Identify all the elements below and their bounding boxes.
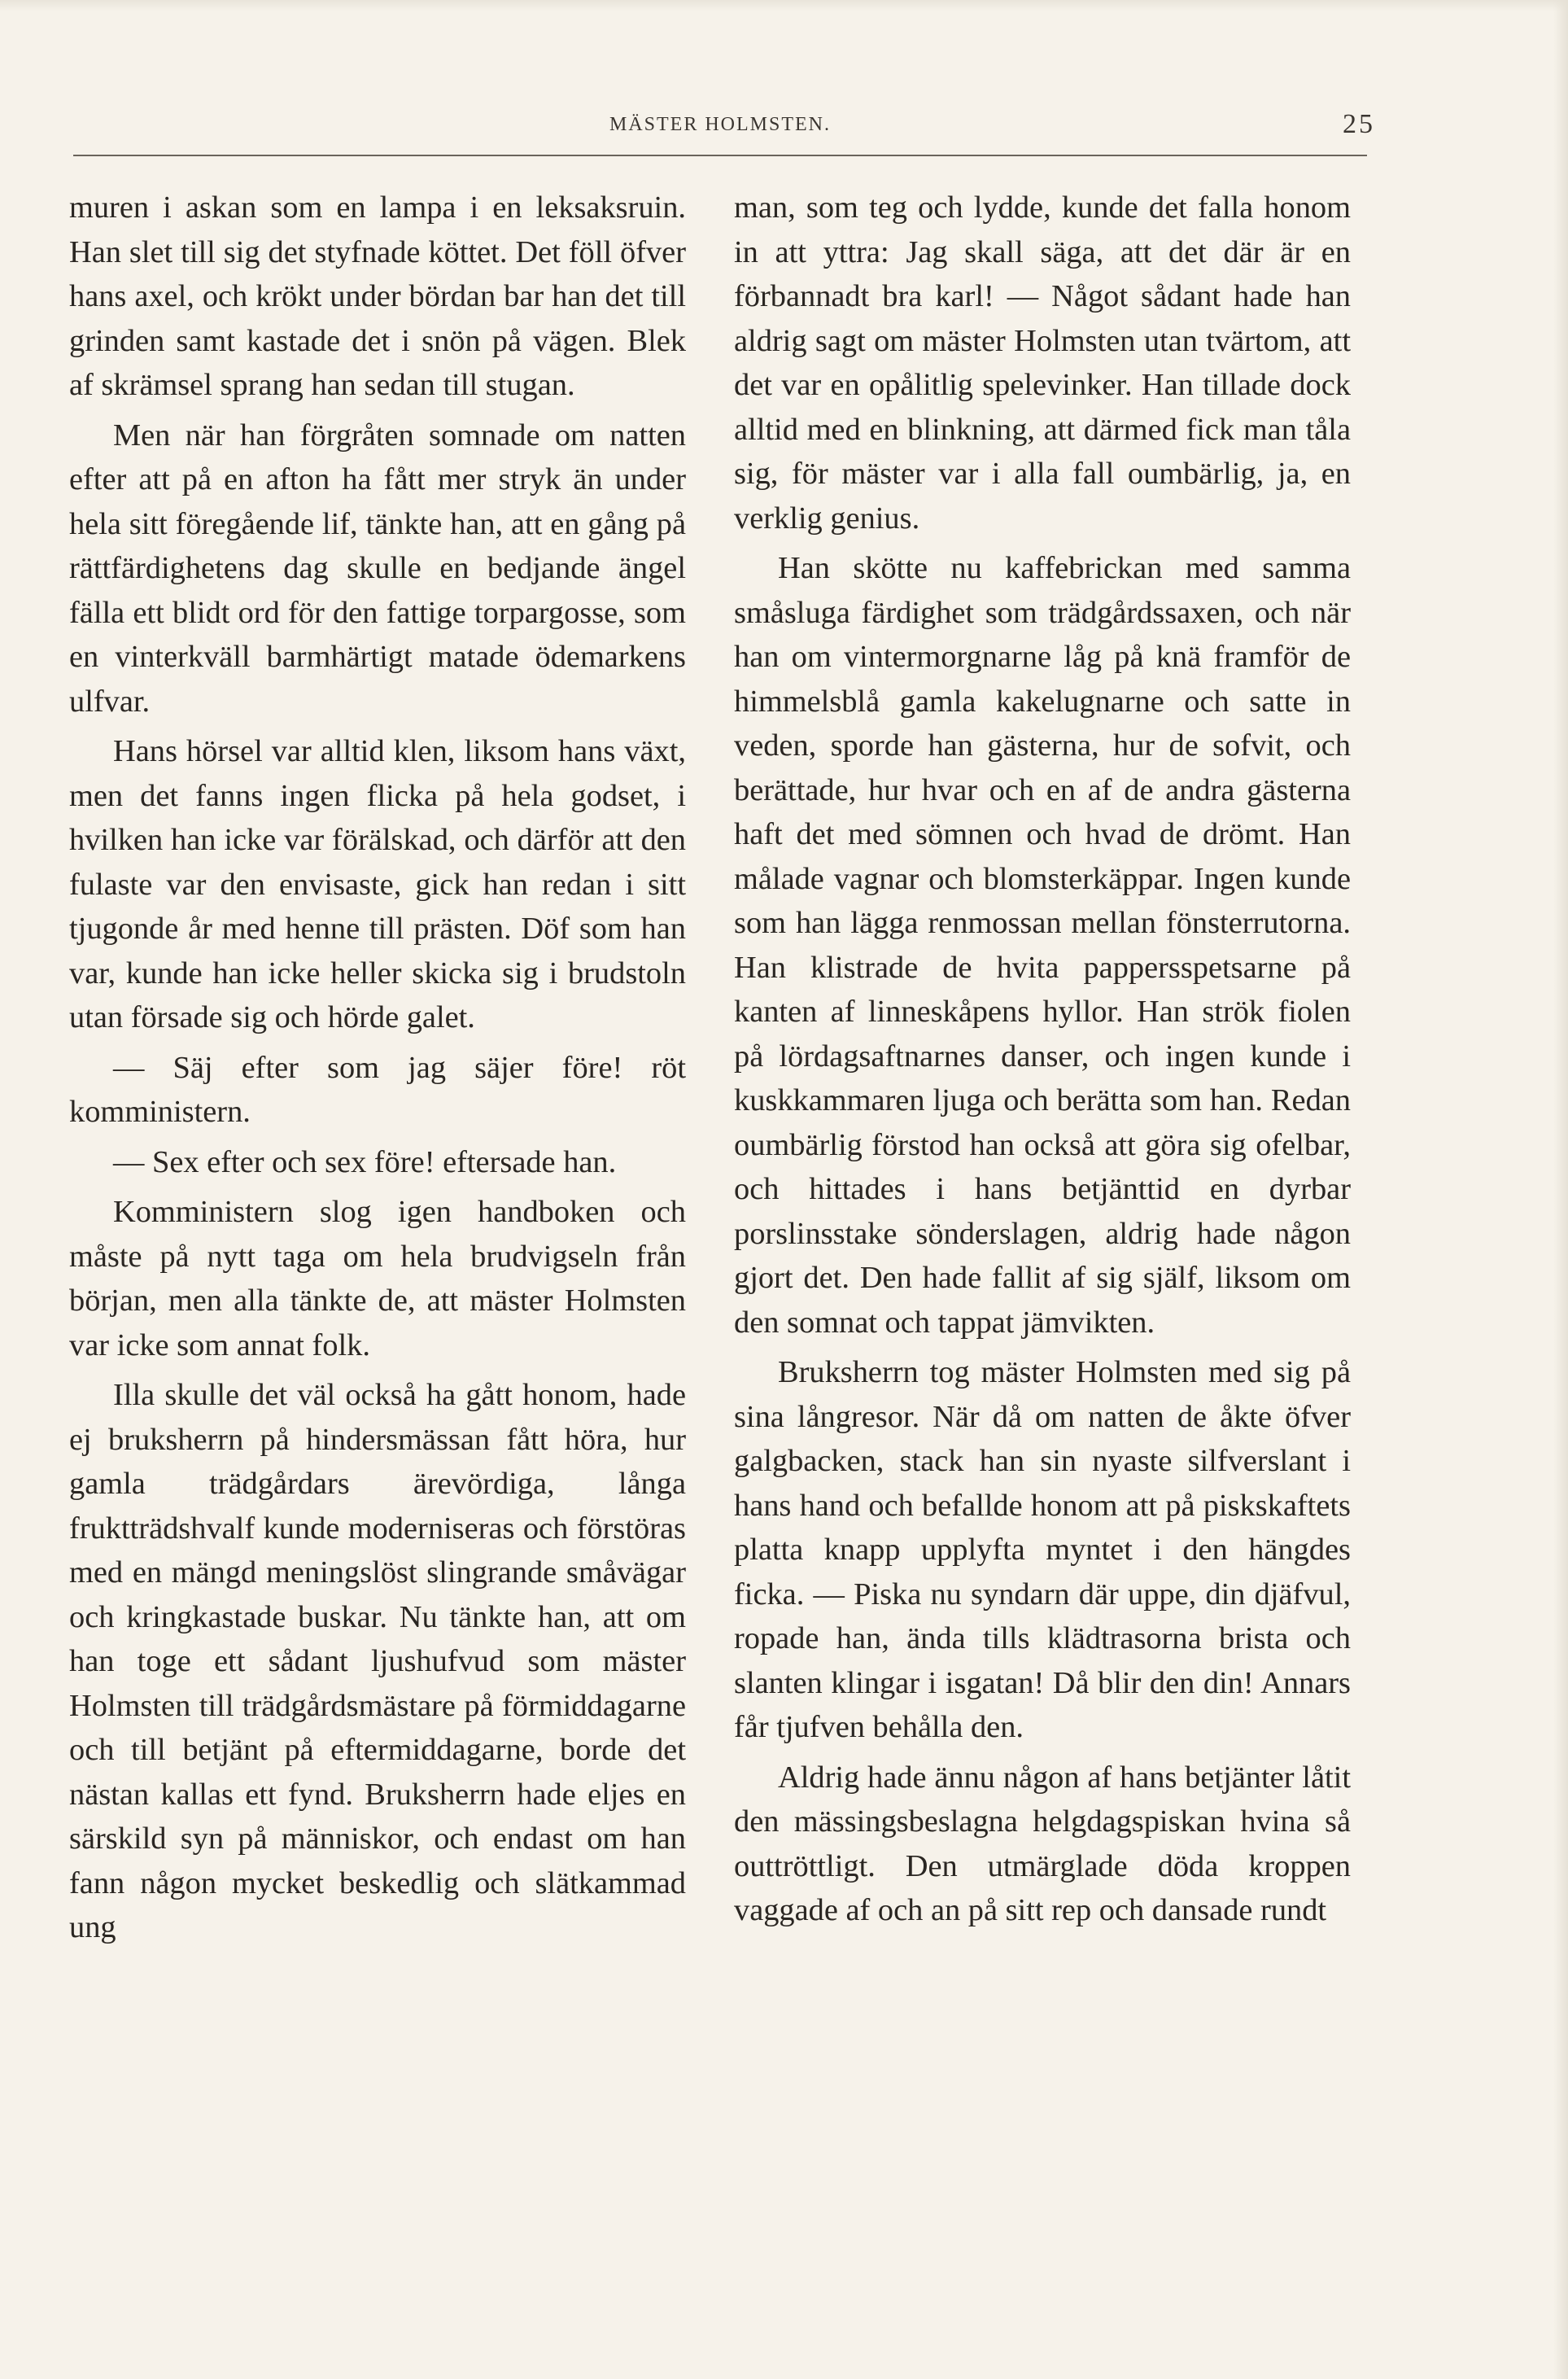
paragraph: Hans hörsel var alltid klen, liksom hans växt, men det fanns ingen flicka på hela godset, i hvilken han icke var förälskad, och därför att den fulaste var den envisaste, gick han redan i sitt tjugonde år med henne till prästen. Döf som han var, kunde han icke heller skicka sig i brudstoln utan försade sig och hörde galet. [69, 734, 686, 1034]
left-column [69, 186, 686, 1956]
right-column [734, 186, 1351, 1939]
paragraph: muren i askan som en lampa i en leksaksruin. Han slet till sig det styfnade köttet. Det föll öfver hans axel, och krökt under bördan bar han det till grinden samt kastade det i snön på vägen. Blek af skrämsel sprang han sedan till stugan. [69, 190, 686, 402]
paragraph: Bruksherrn tog mäster Holmsten med sig på sina långresor. När då om natten de åkte öfver galgbacken, stack han sin nyaste silfverslant i hans hand och befallde honom att på piskskaftets platta knapp upplyfta myntet i den hängdes ficka. — Piska nu syndarn där uppe, din djäfvul, ropade han, ända tills klädtrasorna brista och slanten klingar i isgatan! Då blir den din! Annars får tjufven behålla den. [734, 1355, 1351, 1744]
paragraph: man, som teg och lydde, kunde det falla honom in att yttra: Jag skall säga, att det där är en förbannadt bra karl! — Något sådant hade han aldrig sagt om mäster Holmsten utan tvärtom, att det var en opålitlig spelevinker. Han tillade dock alltid med en blinkning, att därmed fick man tåla sig, för mäster var i alla fall oumbärlig, ja, en verklig genius. [734, 190, 1351, 536]
paragraph: — Säj efter som jag säjer före! röt komministern. [69, 1050, 686, 1129]
header-rule [73, 155, 1367, 156]
paragraph: Komministern slog igen handboken och måste på nytt taga om hela brudvigseln från början, men alla tänkte de, att mäster Holmsten var icke som annat folk. [69, 1195, 686, 1362]
page-edge-top [0, 0, 1568, 11]
page-edge-right [1553, 0, 1568, 2379]
paragraph: — Sex efter och sex före! eftersade han. [113, 1144, 617, 1179]
paragraph: Han skötte nu kaffebrickan med samma småsluga färdighet som trädgårdssaxen, och när han om vintermorgnarne låg på knä framför de himmelsblå gamla kakelugnarne och satte in veden, sporde han gästerna, hur de sofvit, och berättade, hur hvar och en af de andra gästerna haft det med sömnen och hvad de drömt. Han målade vagnar och blomsterkäppar. Ingen kunde som han lägga renmossan mellan fönsterrutorna. Han klistrade de hvita pappersspetsarne på kanten af linneskåpens hyllor. Han strök fiolen på lördagsaftnarnes danser, och ingen kunde i kuskkammaren ljuga och berätta som han. Redan oumbärlig förstod han också att göra sig ofelbar, och hittades i hans betjänttid en dyrbar porslinsstake sönderslagen, aldrig hade någon gjort det. Den hade fallit af sig själf, liksom om den somnat och tappat jämvikten. [734, 551, 1351, 1340]
paragraph: Aldrig hade ännu någon af hans betjänter låtit den mässingsbeslagna helgdagspiskan hvina så outtröttligt. Den utmärglade döda kroppen vaggade af och an på sitt rep och dansade rundt [734, 1760, 1351, 1927]
paragraph: Men när han förgråten somnade om natten efter att på en afton ha fått mer stryk än under hela sitt föregående lif, tänkte han, att en gång på rättfärdighetens dag skulle en bedjande ängel fälla ett blidt ord för den fattige torpargosse, som en vinterkväll barmhärtigt matade ödemarkens ulfvar. [69, 418, 686, 719]
running-head [73, 107, 1375, 148]
running-title: MÄSTER HOLMSTEN. [609, 114, 831, 135]
page-number: 25 [1343, 109, 1375, 139]
paragraph: Illa skulle det väl också ha gått honom, hade ej bruksherrn på hindersmässan fått höra, hur gamla trädgårdars ärevördiga, långa fruktträdshvalf kunde moderniseras och förstöras med en mängd meningslöst slingrande småvägar och kringkastade buskar. Nu tänkte han, att om han toge ett sådant ljushufvud som mäster Holmsten till trädgårdsmästare på förmiddagarne och till betjänt på eftermiddagarne, borde det nästan kallas ett fynd. Bruksherrn hade eljes en särskild syn på människor, och endast om han fann någon mycket beskedlig och slätkammad ung [69, 1378, 686, 1944]
